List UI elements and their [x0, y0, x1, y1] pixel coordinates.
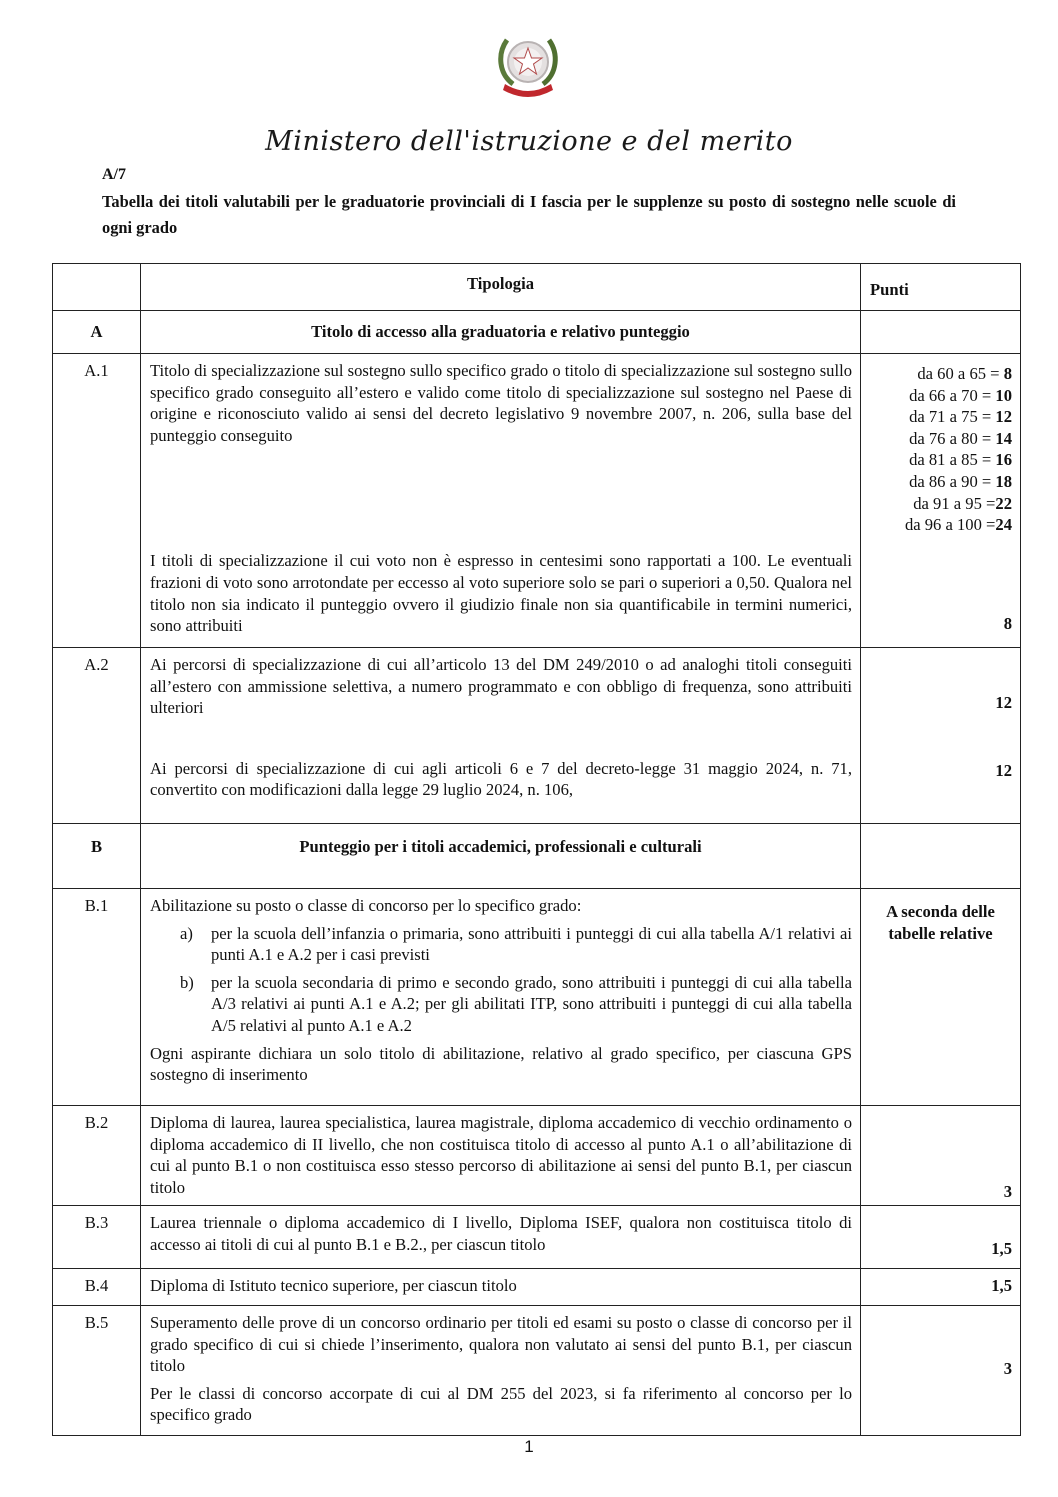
repubblica-italiana-emblem-icon — [493, 28, 563, 100]
row-description: Laurea triennale o diploma accademico di I livello, Diploma ISEF, qualora non costituisca titolo di accesso ai titoli di cui al punto B.1 e B.2., per ciascun titolo — [141, 1206, 861, 1269]
section-title: Punteggio per i titoli accademici, professionali e culturali — [141, 824, 861, 889]
range-label: da 91 a 95 = — [913, 493, 996, 513]
list-item-text: per la scuola secondaria di primo e secondo grado, sono attribuiti i punteggi di cui alla tabella A/3 relativi ai punti A.1 e A.2; per gli abilitati ITP, sono attribuiti i punteggi di cui alla tabella A/5 relativi al punto A.1 e A.2 — [211, 972, 852, 1035]
row-points: 3 — [861, 1306, 1021, 1436]
a2-text-2: Ai percorsi di specializzazione di cui agli articoli 6 e 7 del decreto-legge 31 maggio 2024, n. 71, convertito con modificazioni dalla legge 29 luglio 2024, n. 106, — [150, 758, 852, 800]
a2-points-1: 12 — [995, 693, 1012, 712]
list-item-text: per la scuola dell’infanzia o primaria, sono attribuiti i punteggi di cui alla tabella A/1 relativi ai punti A.1 e A.2 per i casi previsti — [211, 923, 852, 965]
document-title: Tabella dei titoli valutabili per le graduatorie provinciali di I fascia per le supplenze su posto di sostegno nelle scuole di ogni grado — [102, 192, 956, 237]
range-points: 22 — [995, 493, 1012, 513]
score-range-list — [861, 363, 1012, 536]
header-tipologia: Tipologia — [141, 264, 861, 311]
row-points: 1,5 — [861, 1206, 1021, 1269]
a1-text: Titolo di specializzazione sul sostegno sullo specifico grado o titolo di specializzazione sul sostegno sullo specifico grado conseguito all’estero e valido come titolo di specializzazione sul sostegno nel Paese di origine e riconosciuto valido ai sensi del decreto legislativo 9 novembre 2007, n. 206, sulla base del punteggio conseguito — [150, 361, 852, 445]
section-a-row — [53, 311, 1021, 354]
list-item-label: b) — [180, 972, 194, 992]
page-number: 1 — [524, 1437, 534, 1456]
row-code: A.2 — [53, 648, 141, 824]
range-label: da 66 a 70 = — [909, 385, 996, 405]
range-label: da 76 a 80 = — [909, 428, 996, 448]
range-label: da 81 a 85 = — [909, 450, 996, 470]
row-description — [141, 354, 861, 648]
header-code-cell — [53, 264, 141, 311]
row-description — [141, 889, 861, 1106]
range-label: da 86 a 90 = — [909, 471, 996, 491]
table-row-a1 — [53, 354, 1021, 648]
document-code: A/7 — [102, 166, 126, 183]
row-code: B.2 — [53, 1106, 141, 1206]
row-code: B.3 — [53, 1206, 141, 1269]
section-points — [861, 311, 1021, 354]
b1-note: Ogni aspirante dichiara un solo titolo di abilitazione, relativo al grado specifico, per ciascuna GPS sostegno di inserimento — [150, 1043, 852, 1085]
range-points: 12 — [995, 407, 1012, 427]
row-points — [861, 648, 1021, 824]
header-punti: Punti — [861, 264, 1021, 311]
list-item-label: a) — [180, 923, 193, 943]
table-row-a2 — [53, 648, 1021, 824]
range-points: 10 — [995, 385, 1012, 405]
section-code: A — [53, 311, 141, 354]
section-title: Titolo di accesso alla graduatoria e relativo punteggio — [141, 311, 861, 354]
titles-table — [52, 263, 1021, 1436]
list-item — [150, 972, 852, 1037]
range-points: 14 — [995, 428, 1012, 448]
table-row-b3 — [53, 1206, 1021, 1269]
b5-text: Superamento delle prove di un concorso ordinario per titoli ed esami su posto o classe di concorso per il grado specifico di cui si chiede l’inserimento, qualora non valutato ai sensi del punto B.1, per ciascun titolo — [150, 1313, 852, 1376]
row-points: 3 — [861, 1106, 1021, 1206]
a1-note-points: 8 — [1003, 613, 1012, 633]
a2-text-1: Ai percorsi di specializzazione di cui all’articolo 13 del DM 249/2010 o ad analoghi titoli conseguiti all’estero con ammissione selettiva, a numero programmato e con obbligo di frequenza, sono attribuiti ulteriori — [150, 655, 852, 718]
range-label: da 96 a 100 = — [904, 515, 996, 535]
ministry-name: Ministero dell'istruzione e del merito — [265, 126, 793, 157]
range-points: 18 — [995, 471, 1012, 491]
a2-points-2: 12 — [995, 760, 1012, 780]
a1-note: I titoli di specializzazione il cui voto non è espresso in centesimi sono rapportati a 100. Le eventuali frazioni di voto sono arrotondate per eccesso al voto superiore solo se pari o superiori a 0,50. Qualora nel titolo non sia indicato il punteggio ovvero il giudizio finale non sia quantificabile in termini numerici, sono attribuiti — [150, 551, 852, 636]
range-label: da 71 a 75 = — [909, 407, 996, 427]
table-row-b2 — [53, 1106, 1021, 1206]
table-row-b1 — [53, 889, 1021, 1106]
b1-list — [150, 923, 852, 1037]
range-points: 16 — [995, 450, 1012, 470]
section-b-row — [53, 824, 1021, 889]
row-description — [141, 648, 861, 824]
range-label: da 60 a 65 = — [917, 364, 1004, 383]
row-points — [861, 354, 1021, 648]
table-header-row — [53, 264, 1021, 311]
row-points: A seconda delle tabelle relative — [861, 889, 1021, 1106]
range-points: 24 — [995, 515, 1012, 535]
section-points — [861, 824, 1021, 889]
section-code: B — [53, 824, 141, 889]
row-points: 1,5 — [861, 1269, 1021, 1306]
list-item — [150, 923, 852, 966]
row-code: B.5 — [53, 1306, 141, 1436]
table-row-b5 — [53, 1306, 1021, 1436]
table-row-b4 — [53, 1269, 1021, 1306]
row-description: Diploma di laurea, laurea specialistica, laurea magistrale, diploma accademico di vecchio ordinamento o diploma accademico di II livello, che non costituisca titolo di accesso al punto A.1 o all’abilitazione di cui al punto B.1 o non costituisca esso stesso percorso di abilitazione ai sensi del punto B.1, per ciascun titolo — [141, 1106, 861, 1206]
b5-note: Per le classi di concorso accorpate di cui al DM 255 del 2023, si fa riferimento al concorso per lo specifico grado — [150, 1383, 852, 1425]
b1-intro: Abilitazione su posto o classe di concorso per lo specifico grado: — [150, 896, 582, 915]
row-code: B.4 — [53, 1269, 141, 1306]
row-code: B.1 — [53, 889, 141, 1106]
row-description: Diploma di Istituto tecnico superiore, per ciascun titolo — [141, 1269, 861, 1306]
range-points: 8 — [1003, 364, 1012, 383]
row-description — [141, 1306, 861, 1436]
row-code: A.1 — [53, 354, 141, 648]
